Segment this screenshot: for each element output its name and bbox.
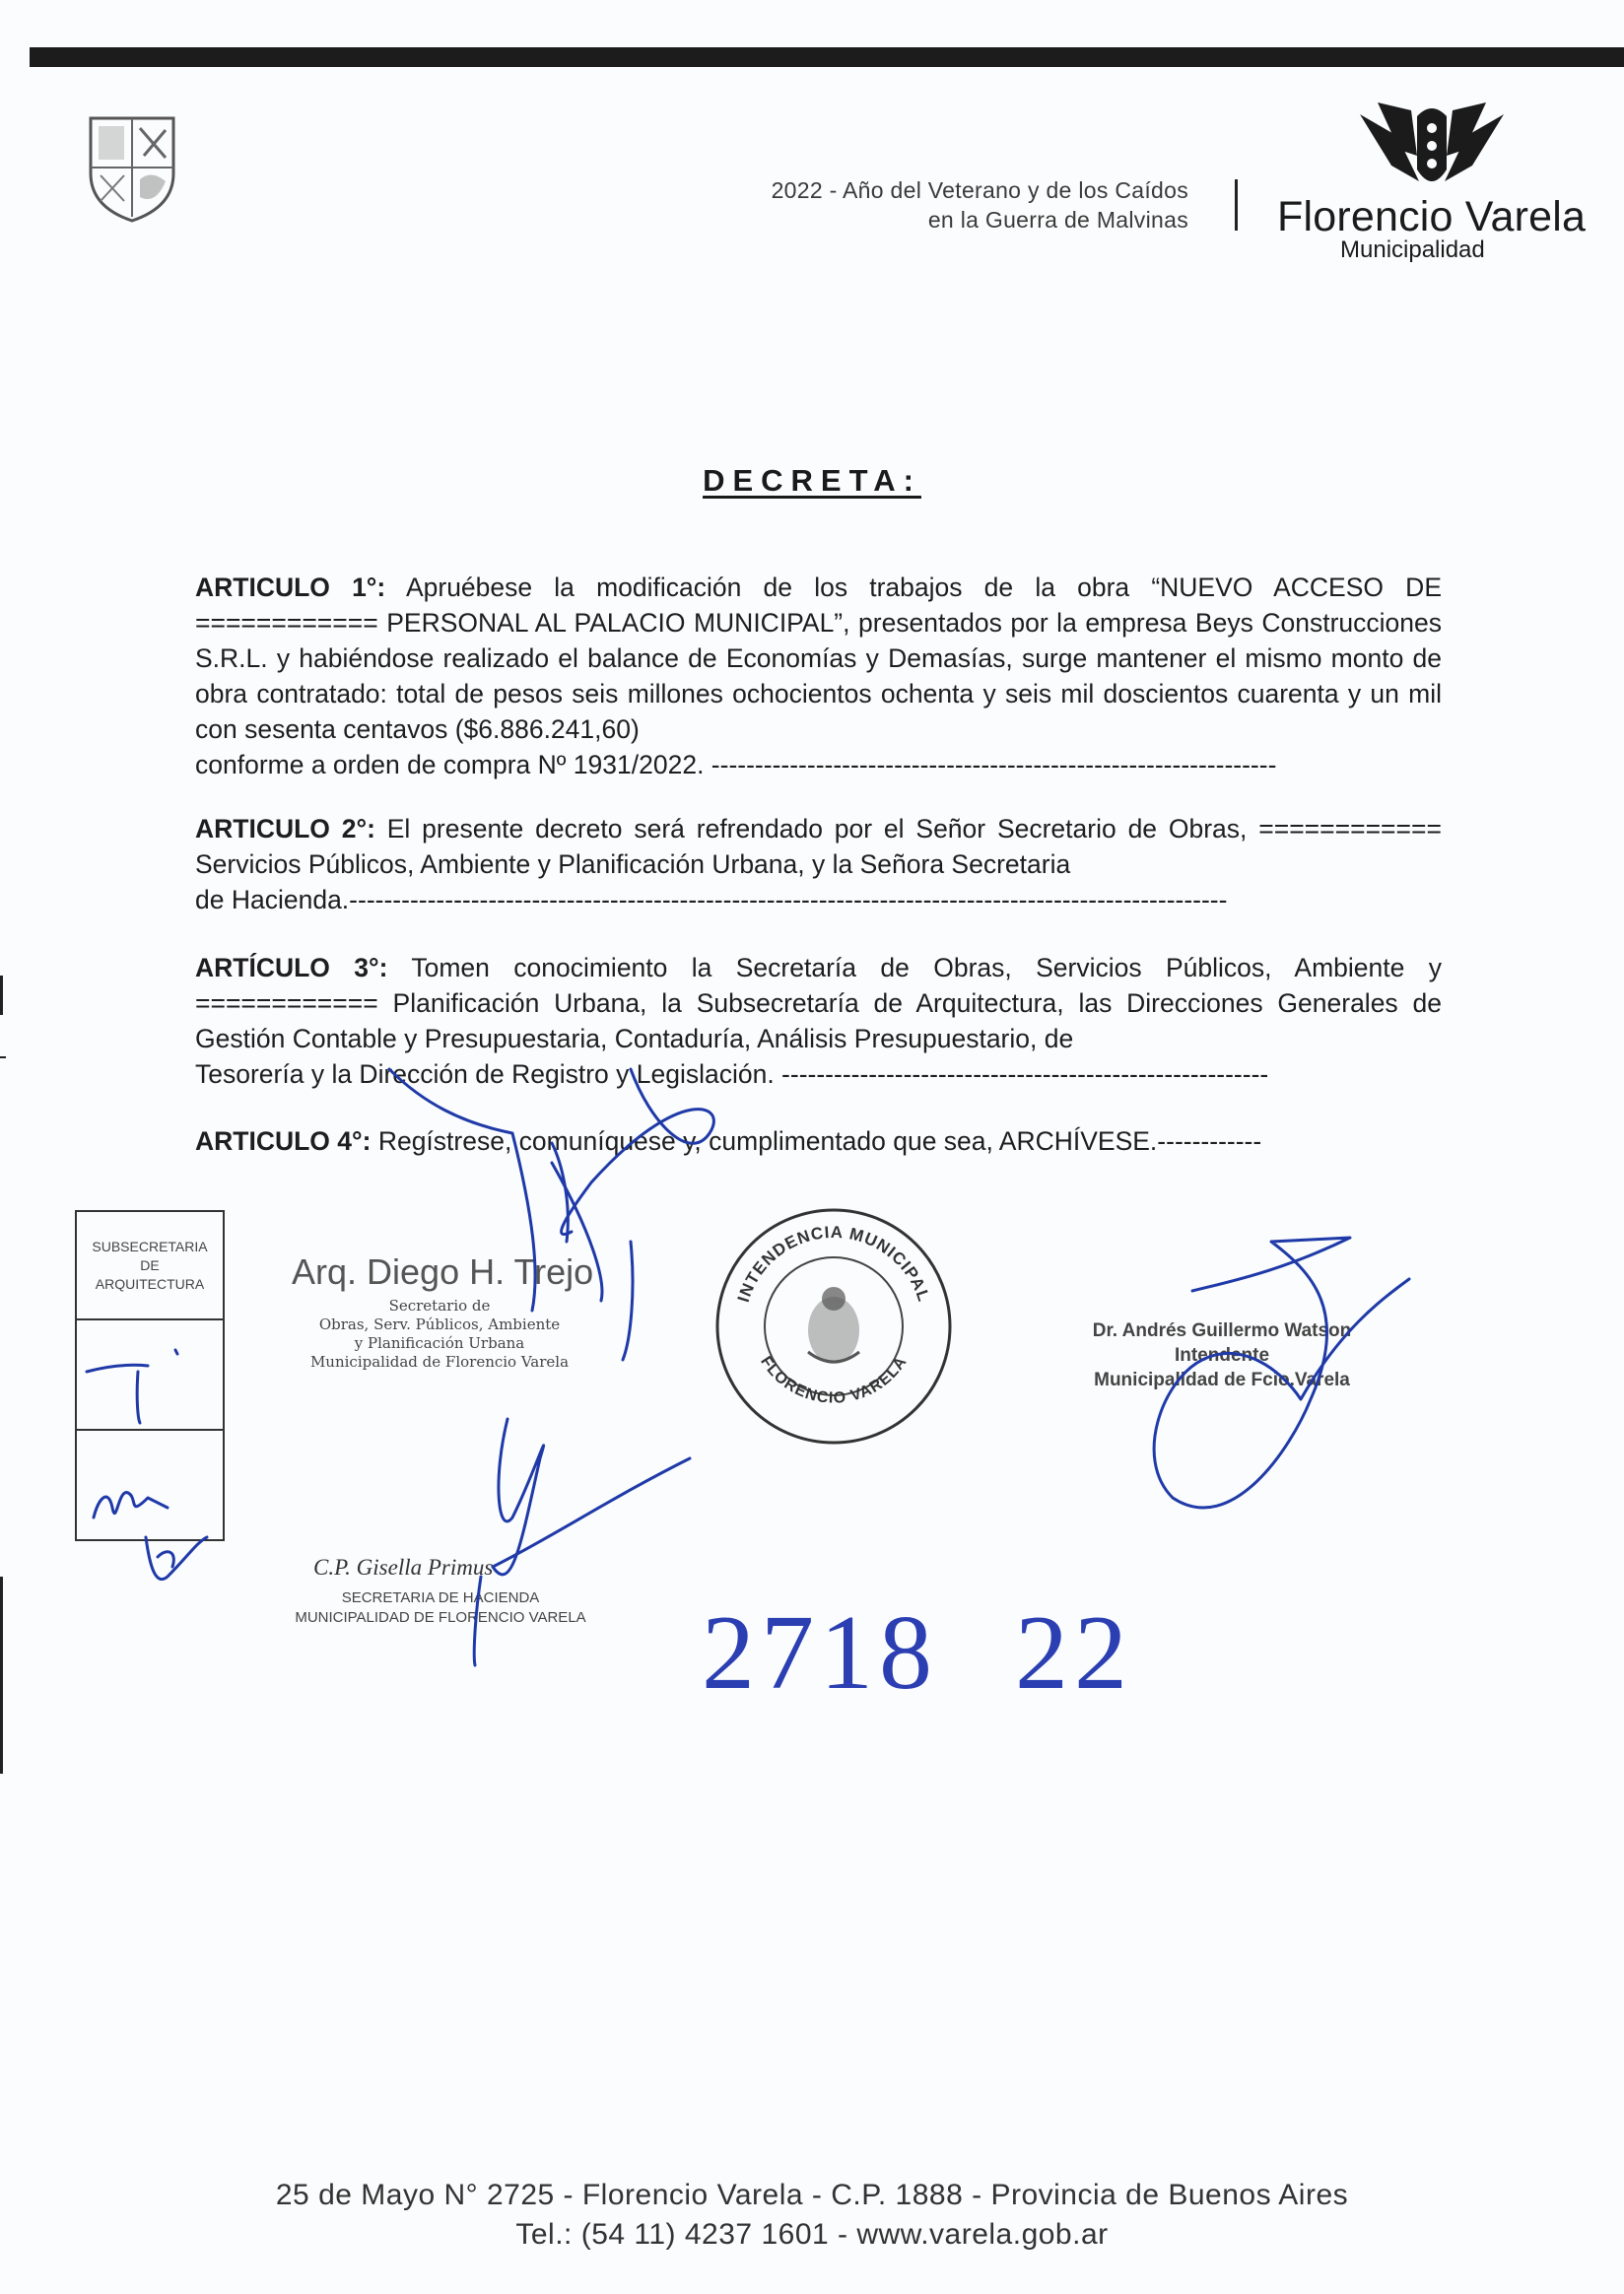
article-text: Tomen conocimiento la Secretaría de Obras, Servicios Públicos, Ambiente y ============ Planificación Urbana, la Subsecretaría de Arquitectura, las Direcciones Generales de Gestión Contable y Presupuestaria, Contaduría, Análisis Presupuestario, de bbox=[195, 953, 1442, 1053]
article-text: El presente decreto será refrendado por el Señor Secretario de Obras, ============ Servicios Públicos, Ambiente y Planificación Urbana, y la Señora Secretaria bbox=[195, 814, 1442, 879]
footer-contact: Tel.: (54 11) 4237 1601 - www.varela.gob.ar bbox=[515, 2218, 1109, 2251]
brand-name: Florencio Varela bbox=[1277, 193, 1587, 240]
article-1 bbox=[195, 570, 1442, 782]
year-motto bbox=[772, 175, 1188, 235]
signatory-1-line: y Planificación Urbana bbox=[354, 1334, 525, 1352]
article-label: ARTICULO 2°: bbox=[195, 814, 375, 843]
coat-of-arms-icon bbox=[87, 110, 177, 225]
article-label: ARTICULO 1°: bbox=[195, 573, 386, 602]
margin-mark bbox=[0, 1056, 6, 1058]
article-text-end: conforme a orden de compra Nº 1931/2022. ----------------------------------------------------------------- bbox=[195, 750, 1277, 779]
signatory-2-line: MUNICIPALIDAD DE FLORENCIO VARELA bbox=[295, 1609, 586, 1626]
page-footer bbox=[0, 2176, 1624, 2255]
decree-year: 22 bbox=[1015, 1594, 1133, 1712]
header-divider bbox=[1235, 179, 1238, 231]
article-text-end: Tesorería y la Dirección de Registro y Legislación. -------------------------------------------------------- bbox=[195, 1059, 1269, 1089]
signatory-3-line: Municipalidad de Fcio.Varela bbox=[1094, 1370, 1350, 1390]
stamp-box-line: DE bbox=[140, 1257, 160, 1273]
municipal-seal bbox=[711, 1204, 956, 1449]
signatory-2-line: SECRETARIA DE HACIENDA bbox=[341, 1589, 540, 1606]
stamp-box-header bbox=[77, 1212, 223, 1320]
margin-mark bbox=[0, 1577, 3, 1774]
brand-subtitle: Municipalidad bbox=[1340, 236, 1485, 263]
signatory-1-line: Secretario de bbox=[388, 1297, 491, 1315]
stamp-box-signature-cell bbox=[77, 1320, 223, 1431]
article-label: ARTÍCULO 3°: bbox=[195, 953, 388, 982]
signatory-1-line: Municipalidad de Florencio Varela bbox=[309, 1353, 570, 1371]
article-label: ARTICULO 4°: bbox=[195, 1126, 372, 1156]
signatory-1-name: Arq. Diego H. Trejo bbox=[292, 1251, 594, 1292]
motto-line: en la Guerra de Malvinas bbox=[927, 207, 1188, 233]
footer-address: 25 de Mayo N° 2725 - Florencio Varela - C.P. 1888 - Provincia de Buenos Aires bbox=[275, 2179, 1349, 2211]
margin-mark bbox=[0, 976, 3, 1015]
signatory-3-line: Dr. Andrés Guillermo Watson bbox=[1092, 1320, 1352, 1341]
decree-number-stamp bbox=[702, 1592, 1210, 1715]
seal-top-text: INTENDENCIA MUNICIPAL bbox=[733, 1222, 934, 1305]
article-4 bbox=[195, 1123, 1442, 1159]
signatory-3-line: Intendente bbox=[1174, 1345, 1270, 1366]
signatory-1-line: Obras, Serv. Públicos, Ambiente bbox=[318, 1316, 561, 1333]
article-text-end: de Hacienda.----------------------------------------------------------------------------------------------------- bbox=[195, 885, 1228, 914]
signatory-2-title bbox=[258, 1588, 623, 1628]
national-emblem-icon bbox=[808, 1287, 859, 1364]
florencio-varela-logo-icon bbox=[1358, 97, 1506, 195]
approval-stamp-box bbox=[75, 1210, 225, 1541]
signatory-2-name: C.P. Gisella Primus bbox=[313, 1555, 494, 1580]
decree-title: DECRETA: bbox=[703, 463, 921, 498]
stamp-box-line: ARQUITECTURA bbox=[95, 1276, 205, 1292]
signatory-1-title bbox=[292, 1297, 587, 1372]
signatory-3-title bbox=[1074, 1318, 1370, 1392]
top-border-bar bbox=[30, 47, 1624, 67]
signature-primus bbox=[474, 1419, 690, 1665]
motto-line: 2022 - Año del Veterano y de los Caídos bbox=[771, 177, 1188, 203]
article-2 bbox=[195, 811, 1442, 917]
decree-number: 2718 bbox=[702, 1594, 938, 1712]
seal-bottom-text: FLORENCIO VARELA bbox=[757, 1353, 911, 1407]
article-3 bbox=[195, 950, 1442, 1092]
article-text: Regístrese, comuníquese y, cumplimentado que sea, ARCHÍVESE.------------ bbox=[377, 1126, 1262, 1156]
stamp-box-line: SUBSECRETARIA bbox=[92, 1239, 208, 1254]
article-text: Apruébese la modificación de los trabajos de la obra “NUEVO ACCESO DE ============ PERSONAL AL PALACIO MUNICIPAL”, presentados por la empresa Beys Construcciones S.R.L. y habiéndose realizado el balance de Economías y Demasías, surge mantener el mismo monto de obra contratado: total de pesos seis millones ochocientos ochenta y seis mil doscientos cuarenta y un mil con sesenta centavos ($6.886.241,60) bbox=[195, 573, 1442, 744]
